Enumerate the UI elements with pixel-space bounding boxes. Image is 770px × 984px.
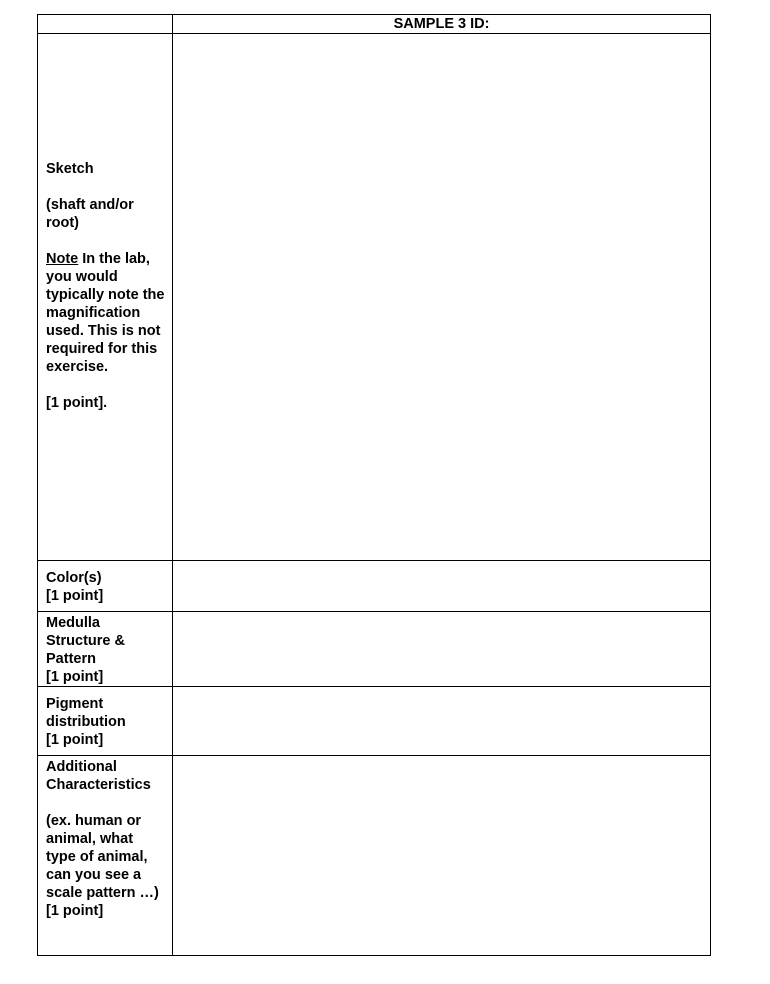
medulla-answer-cell[interactable] (173, 612, 711, 687)
pigment-row (38, 687, 711, 756)
color-label-cell (38, 561, 173, 612)
additional-points: [1 point] (46, 903, 104, 919)
additional-subtitle-text: (ex. human or animal, what type of animal, can you see a scale pattern …) (46, 813, 159, 901)
sketch-answer-cell[interactable] (173, 34, 711, 561)
sample-worksheet-table (37, 14, 711, 956)
sketch-note-keyword: Note (46, 251, 79, 267)
medulla-row (38, 612, 711, 687)
pigment-points: [1 point] (46, 732, 104, 748)
additional-answer-cell[interactable] (173, 756, 711, 956)
pigment-title: Pigment distribution (46, 696, 126, 730)
sketch-note-text: In the lab, you would typically note the magnification used. This is not required for this exercise. (46, 251, 165, 375)
sketch-title: Sketch (46, 161, 94, 177)
medulla-title: Medulla Structure & Pattern (46, 615, 125, 667)
color-title: Color(s) (46, 570, 102, 586)
additional-label-cell (38, 756, 173, 956)
sample-title-cell (173, 15, 711, 34)
pigment-answer-cell[interactable] (173, 687, 711, 756)
additional-title: Additional Characteristics (46, 759, 151, 793)
sketch-label-cell (38, 34, 173, 561)
color-row (38, 561, 711, 612)
pigment-label-cell (38, 687, 173, 756)
sample-title: SAMPLE 3 ID: (393, 16, 490, 32)
header-corner-cell (38, 15, 173, 34)
medulla-points: [1 point] (46, 669, 104, 685)
additional-row (38, 756, 711, 956)
sketch-subtitle: (shaft and/or root) (46, 197, 134, 231)
medulla-label-cell (38, 612, 173, 687)
sketch-note (46, 250, 168, 376)
sketch-row (38, 34, 711, 561)
header-row (38, 15, 711, 34)
color-points: [1 point] (46, 588, 104, 604)
sketch-points: [1 point]. (46, 395, 108, 411)
additional-subtitle (46, 812, 164, 902)
color-answer-cell[interactable] (173, 561, 711, 612)
